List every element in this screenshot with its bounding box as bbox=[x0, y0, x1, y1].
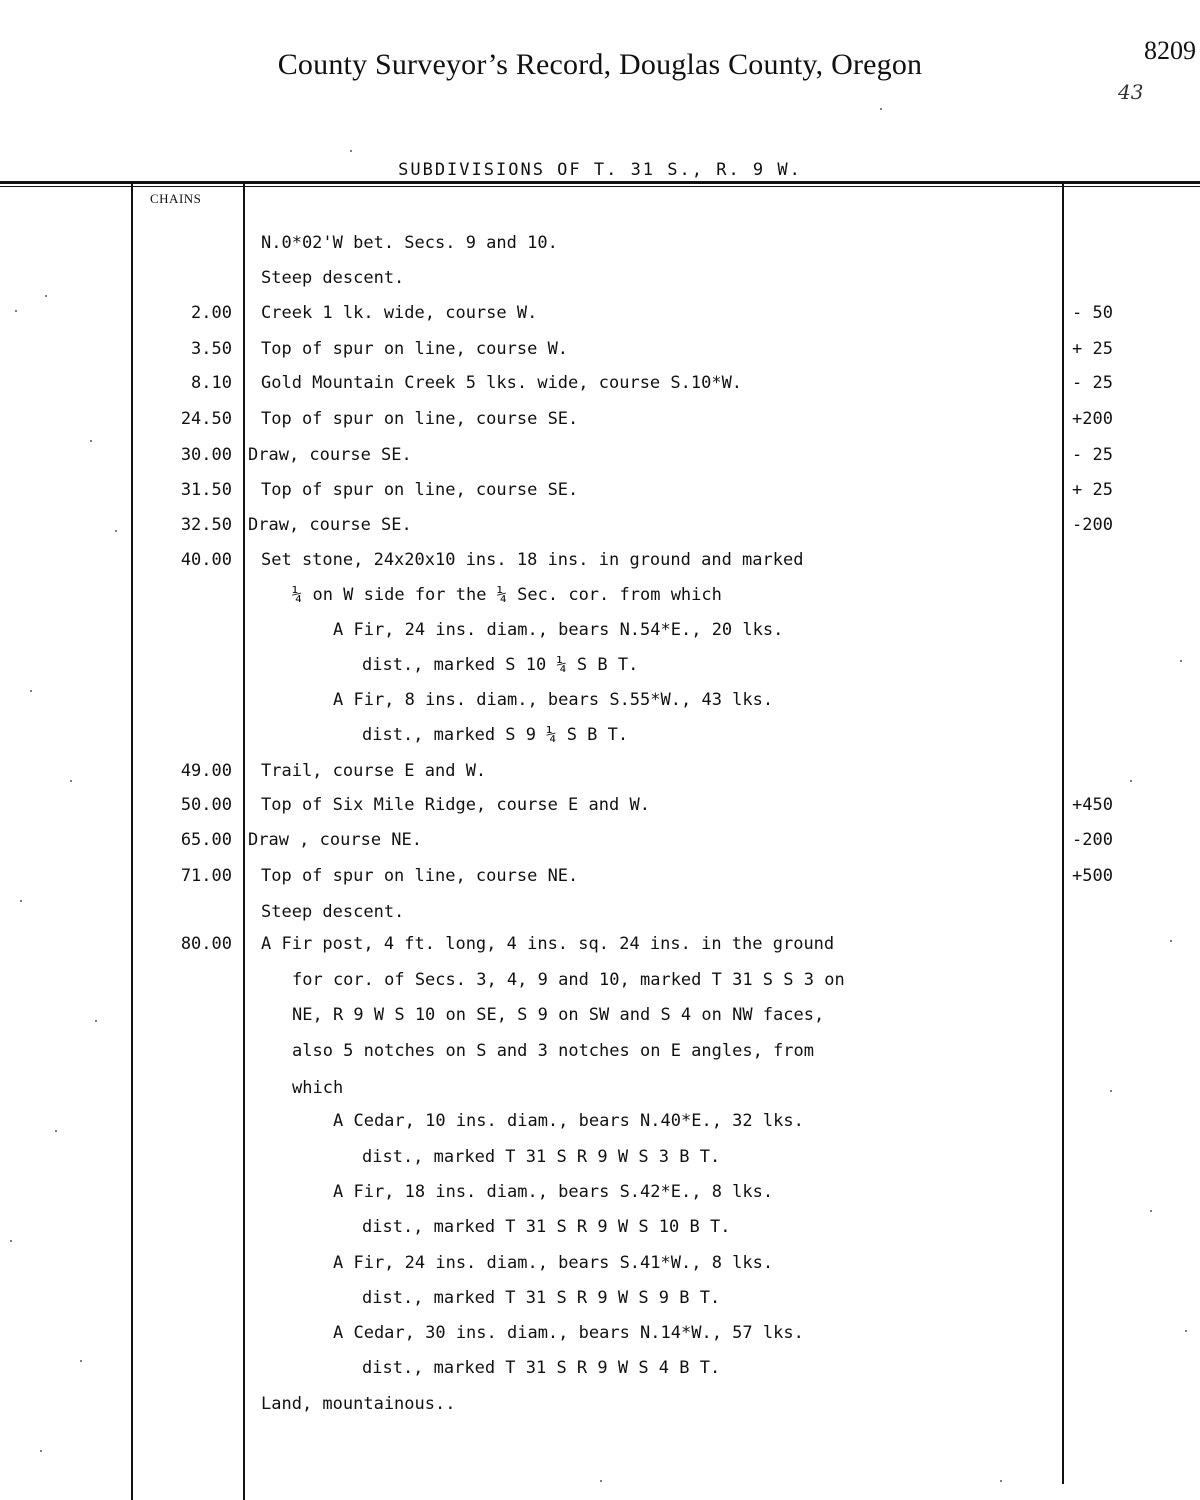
chain-value: 49.00 bbox=[180, 761, 232, 781]
note-text: A Fir, 8 ins. diam., bears S.55*W., 43 lks. bbox=[333, 690, 774, 710]
note-text: Top of spur on line, course SE. bbox=[261, 480, 579, 500]
table-row bbox=[0, 585, 1200, 619]
note-text: A Cedar, 30 ins. diam., bears N.14*W., 57 lks. bbox=[333, 1323, 804, 1343]
chain-value: 31.50 bbox=[180, 480, 232, 500]
elevation-change: -200 bbox=[1072, 830, 1113, 850]
chain-value: 30.00 bbox=[180, 445, 232, 465]
note-text: which bbox=[292, 1078, 344, 1098]
paper-speck bbox=[55, 1130, 57, 1132]
note-text: dist., marked T 31 S R 9 W S 3 B T. bbox=[362, 1147, 721, 1167]
note-text: Top of spur on line, course NE. bbox=[261, 866, 579, 886]
note-text: Top of spur on line, course SE. bbox=[261, 409, 579, 429]
elevation-change: +200 bbox=[1072, 409, 1113, 429]
handwritten-page-number: 43 bbox=[1118, 80, 1144, 104]
table-row bbox=[0, 339, 1200, 373]
note-text: dist., marked T 31 S R 9 W S 4 B T. bbox=[362, 1358, 721, 1378]
table-row bbox=[0, 902, 1200, 936]
table-row bbox=[0, 1288, 1200, 1322]
table-row bbox=[0, 866, 1200, 900]
table-row bbox=[0, 725, 1200, 759]
note-text: Steep descent. bbox=[261, 268, 405, 288]
note-text: ¼ on W side for the ¼ Sec. cor. from which bbox=[292, 585, 722, 605]
elevation-change: +500 bbox=[1072, 866, 1113, 886]
note-text: A Cedar, 10 ins. diam., bears N.40*E., 32 lks. bbox=[333, 1111, 804, 1131]
chain-value: 32.50 bbox=[180, 515, 232, 535]
chain-value: 8.10 bbox=[191, 373, 232, 393]
note-text: Steep descent. bbox=[261, 902, 405, 922]
table-row bbox=[0, 830, 1200, 864]
table-row bbox=[0, 690, 1200, 724]
note-text: N.0*02'W bet. Secs. 9 and 10. bbox=[261, 233, 558, 253]
chain-value: 3.50 bbox=[191, 339, 232, 359]
elevation-change: - 25 bbox=[1072, 445, 1113, 465]
note-text: A Fir post, 4 ft. long, 4 ins. sq. 24 ins. in the ground bbox=[261, 934, 835, 954]
paper-speck bbox=[880, 108, 882, 110]
note-text: dist., marked T 31 S R 9 W S 10 B T. bbox=[362, 1217, 731, 1237]
note-text: A Fir, 24 ins. diam., bears S.41*W., 8 lks. bbox=[333, 1253, 774, 1273]
paper-speck bbox=[30, 690, 32, 692]
paper-speck bbox=[1170, 940, 1172, 942]
table-row bbox=[0, 515, 1200, 549]
chains-column-label: CHAINS bbox=[150, 191, 202, 206]
paper-speck bbox=[600, 1480, 602, 1482]
table-row bbox=[0, 934, 1200, 968]
paper-speck bbox=[95, 1020, 97, 1022]
section-subtitle: SUBDIVISIONS OF T. 31 S., R. 9 W. bbox=[398, 160, 802, 180]
note-text: Draw, course SE. bbox=[248, 445, 412, 465]
paper-speck bbox=[45, 295, 47, 297]
paper-speck bbox=[20, 900, 22, 902]
note-text: for cor. of Secs. 3, 4, 9 and 10, marked T 31 S S 3 on bbox=[292, 970, 845, 990]
note-text: A Fir, 18 ins. diam., bears S.42*E., 8 lks. bbox=[333, 1182, 774, 1202]
elevation-change: + 25 bbox=[1072, 339, 1113, 359]
paper-speck bbox=[1150, 1210, 1152, 1212]
note-text: Creek 1 lk. wide, course W. bbox=[261, 303, 538, 323]
chain-value: 71.00 bbox=[180, 866, 232, 886]
table-row bbox=[0, 480, 1200, 514]
paper-speck bbox=[10, 1240, 12, 1242]
table-row bbox=[0, 1358, 1200, 1392]
paper-speck bbox=[70, 780, 72, 782]
table-row bbox=[0, 1323, 1200, 1357]
header-rule-thick bbox=[0, 181, 1200, 184]
note-text: Top of Six Mile Ridge, course E and W. bbox=[261, 795, 650, 815]
paper-speck bbox=[1185, 1330, 1187, 1332]
note-text: NE, R 9 W S 10 on SE, S 9 on SW and S 4 on NW faces, bbox=[292, 1005, 825, 1025]
table-row bbox=[0, 233, 1200, 267]
paper-speck bbox=[1110, 1090, 1112, 1092]
chain-value: 50.00 bbox=[180, 795, 232, 815]
paper-speck bbox=[15, 310, 17, 312]
table-row bbox=[0, 373, 1200, 407]
elevation-change: -200 bbox=[1072, 515, 1113, 535]
table-row bbox=[0, 409, 1200, 443]
chain-value: 2.00 bbox=[191, 303, 232, 323]
chain-value: 65.00 bbox=[180, 830, 232, 850]
note-text: dist., marked T 31 S R 9 W S 9 B T. bbox=[362, 1288, 721, 1308]
table-row bbox=[0, 620, 1200, 654]
paper-speck bbox=[40, 1450, 42, 1452]
page-number: 8209 bbox=[1144, 36, 1196, 65]
header-rule-thin bbox=[0, 186, 1200, 187]
note-text: A Fir, 24 ins. diam., bears N.54*E., 20 lks. bbox=[333, 620, 784, 640]
table-row bbox=[0, 1182, 1200, 1216]
paper-speck bbox=[350, 150, 352, 152]
note-text: Draw, course SE. bbox=[248, 515, 412, 535]
table-row bbox=[0, 1394, 1200, 1428]
note-text: also 5 notches on S and 3 notches on E angles, from bbox=[292, 1041, 814, 1061]
chain-value: 24.50 bbox=[180, 409, 232, 429]
paper-speck bbox=[90, 440, 92, 442]
paper-speck bbox=[115, 530, 117, 532]
note-text: Top of spur on line, course W. bbox=[261, 339, 569, 359]
note-text: Land, mountainous.. bbox=[261, 1394, 456, 1414]
table-row bbox=[0, 1005, 1200, 1039]
elevation-change: +450 bbox=[1072, 795, 1113, 815]
table-row bbox=[0, 1217, 1200, 1251]
table-row bbox=[0, 795, 1200, 829]
note-text: Draw , course NE. bbox=[248, 830, 422, 850]
paper-speck bbox=[1000, 1480, 1002, 1482]
table-row bbox=[0, 1111, 1200, 1145]
table-row bbox=[0, 1147, 1200, 1181]
page-header-title: County Surveyor’s Record, Douglas County, Oregon bbox=[277, 48, 923, 81]
table-row bbox=[0, 550, 1200, 584]
paper-speck bbox=[1130, 780, 1132, 782]
table-row bbox=[0, 970, 1200, 1004]
note-text: Set stone, 24x20x10 ins. 18 ins. in ground and marked bbox=[261, 550, 804, 570]
table-row bbox=[0, 761, 1200, 795]
table-row bbox=[0, 655, 1200, 689]
chain-value: 40.00 bbox=[180, 550, 232, 570]
paper-speck bbox=[80, 1360, 82, 1362]
table-row bbox=[0, 268, 1200, 302]
note-text: Trail, course E and W. bbox=[261, 761, 487, 781]
table-row bbox=[0, 1078, 1200, 1112]
paper-speck bbox=[1180, 660, 1182, 662]
table-row bbox=[0, 303, 1200, 337]
chain-value: 80.00 bbox=[180, 934, 232, 954]
elevation-change: + 25 bbox=[1072, 480, 1113, 500]
table-row bbox=[0, 445, 1200, 479]
table-row bbox=[0, 1253, 1200, 1287]
note-text: Gold Mountain Creek 5 lks. wide, course S.10*W. bbox=[261, 373, 743, 393]
elevation-change: - 25 bbox=[1072, 373, 1113, 393]
note-text: dist., marked S 9 ¼ S B T. bbox=[362, 725, 629, 745]
note-text: dist., marked S 10 ¼ S B T. bbox=[362, 655, 639, 675]
elevation-change: - 50 bbox=[1072, 303, 1113, 323]
table-row bbox=[0, 1041, 1200, 1075]
